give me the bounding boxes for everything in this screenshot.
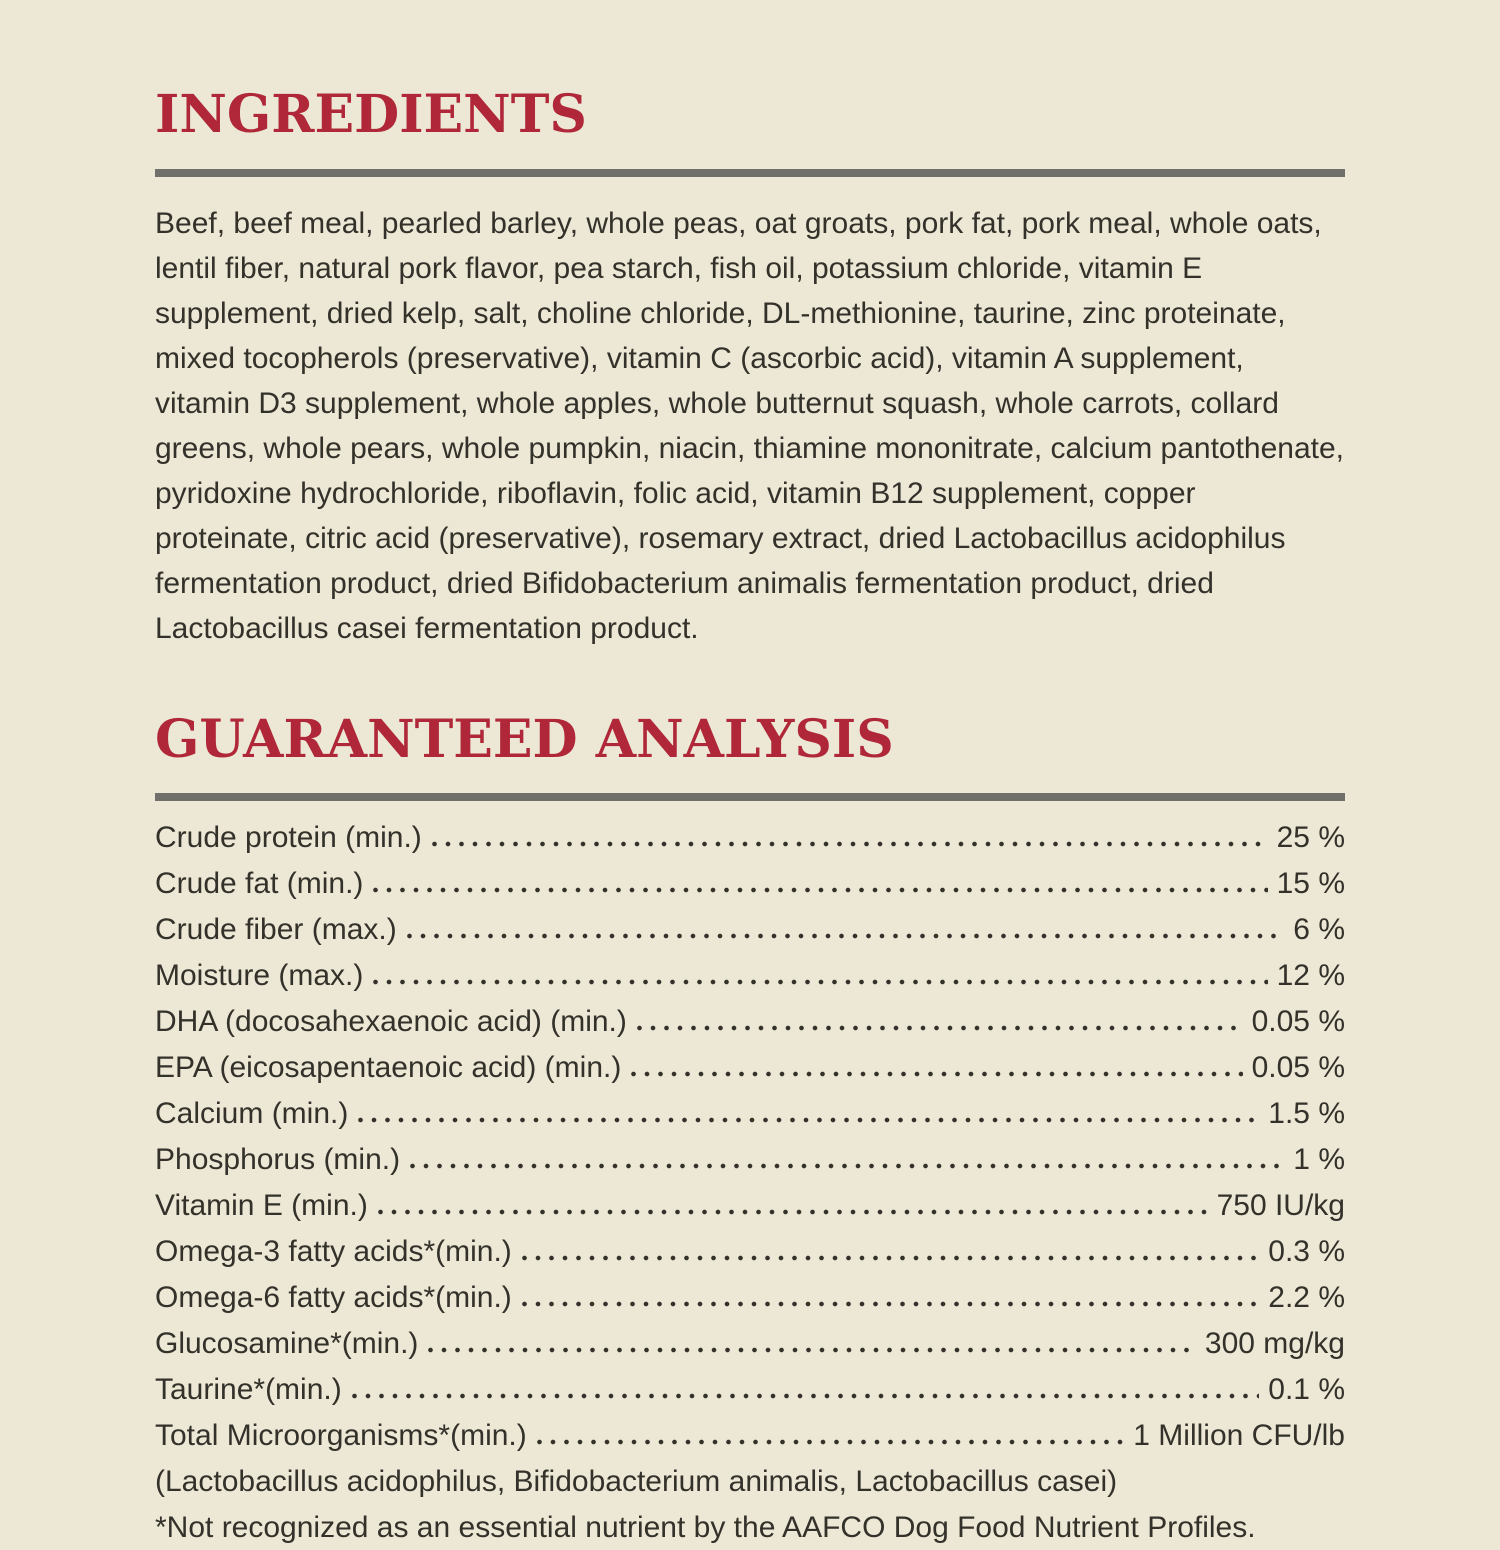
nutrient-value: 12 % bbox=[1276, 959, 1345, 993]
nutrient-value: 0.1 % bbox=[1268, 1373, 1345, 1407]
analysis-row bbox=[155, 1321, 1345, 1367]
guaranteed-analysis-section bbox=[155, 708, 1345, 1550]
nutrient-label: Vitamin E (min.) bbox=[155, 1189, 368, 1223]
analysis-row bbox=[155, 1229, 1345, 1275]
nutrient-value: 750 IU/kg bbox=[1216, 1189, 1345, 1223]
dot-leader bbox=[637, 1025, 1243, 1031]
dot-leader bbox=[522, 1255, 1260, 1261]
ingredients-heading: INGREDIENTS bbox=[155, 84, 587, 145]
nutrient-label: Total Microorganisms*(min.) bbox=[155, 1419, 527, 1453]
nutrient-value: 0.05 % bbox=[1251, 1005, 1345, 1039]
dot-leader bbox=[432, 841, 1268, 847]
nutrient-label: Crude fiber (max.) bbox=[155, 913, 397, 947]
analysis-row bbox=[155, 907, 1345, 953]
analysis-row bbox=[155, 1183, 1345, 1229]
dot-leader bbox=[522, 1301, 1260, 1307]
nutrient-label: DHA (docosahexaenoic acid) (min.) bbox=[155, 1005, 627, 1039]
nutrient-value: 1 % bbox=[1293, 1143, 1345, 1177]
analysis-row bbox=[155, 1413, 1345, 1459]
analysis-row bbox=[155, 815, 1345, 861]
analysis-divider bbox=[155, 793, 1345, 801]
ingredients-divider bbox=[155, 169, 1345, 177]
nutrient-value: 0.05 % bbox=[1251, 1051, 1345, 1085]
analysis-row bbox=[155, 999, 1345, 1045]
dot-leader bbox=[407, 933, 1285, 939]
nutrient-label: EPA (eicosapentaenoic acid) (min.) bbox=[155, 1051, 622, 1085]
analysis-row bbox=[155, 953, 1345, 999]
analysis-table bbox=[155, 815, 1345, 1459]
nutrient-label: Taurine*(min.) bbox=[155, 1373, 342, 1407]
nutrient-label: Crude protein (min.) bbox=[155, 821, 422, 855]
dot-leader bbox=[378, 1209, 1208, 1215]
nutrient-label: Omega-3 fatty acids*(min.) bbox=[155, 1235, 512, 1269]
analysis-row bbox=[155, 1045, 1345, 1091]
microorganisms-species-note: (Lactobacillus acidophilus, Bifidobacterium animalis, Lactobacillus casei) bbox=[155, 1465, 1118, 1499]
dot-leader bbox=[428, 1347, 1195, 1353]
nutrient-value: 15 % bbox=[1276, 867, 1345, 901]
dot-leader bbox=[537, 1439, 1125, 1445]
nutrient-value: 0.3 % bbox=[1268, 1235, 1345, 1269]
analysis-row bbox=[155, 861, 1345, 907]
nutrient-value: 1 Million CFU/lb bbox=[1133, 1419, 1345, 1453]
dot-leader bbox=[358, 1117, 1259, 1123]
nutrient-label: Glucosamine*(min.) bbox=[155, 1327, 419, 1361]
nutrient-label: Calcium (min.) bbox=[155, 1097, 349, 1131]
nutrient-label: Moisture (max.) bbox=[155, 959, 364, 993]
nutrient-value: 1.5 % bbox=[1268, 1097, 1345, 1131]
ingredients-section bbox=[155, 84, 1345, 651]
dot-leader bbox=[410, 1163, 1284, 1169]
analysis-row bbox=[155, 1137, 1345, 1183]
dot-leader bbox=[373, 887, 1267, 893]
analysis-row bbox=[155, 1091, 1345, 1137]
aafco-footnote: *Not recognized as an essential nutrient by the AAFCO Dog Food Nutrient Profiles. bbox=[155, 1511, 1256, 1545]
dot-leader bbox=[631, 1071, 1242, 1077]
nutrient-value: 300 mg/kg bbox=[1204, 1327, 1345, 1361]
nutrient-value: 2.2 % bbox=[1268, 1281, 1345, 1315]
nutrient-value: 6 % bbox=[1293, 913, 1345, 947]
guaranteed-analysis-heading: GUARANTEED ANALYSIS bbox=[155, 708, 894, 770]
dot-leader bbox=[373, 979, 1267, 985]
analysis-row bbox=[155, 1275, 1345, 1321]
analysis-row bbox=[155, 1367, 1345, 1413]
nutrient-label: Crude fat (min.) bbox=[155, 867, 364, 901]
ingredients-text: Beef, beef meal, pearled barley, whole peas, oat groats, pork fat, pork meal, whole oats, lentil fiber, natural pork flavor, pea starch, fish oil, potassium chloride, vitamin E supplement, dried kelp, salt, choline chloride, DL-methionine, taurine, zinc proteinate, mixed tocopherols (preservative), vitamin C (ascorbic acid), vitamin A supplement, vitamin D3 supplement, whole apples, whole butternut squash, whole carrots, collard greens, whole pears, whole pumpkin, niacin, thiamine mononitrate, calcium pantothenate, pyridoxine hydrochloride, riboflavin, folic acid, vitamin B12 supplement, copper proteinate, citric acid (preservative), rosemary extract, dried Lactobacillus acidophilus fermentation product, dried Bifidobacterium animalis fermentation product, dried Lactobacillus casei fermentation product. bbox=[155, 206, 1345, 645]
dot-leader bbox=[352, 1393, 1260, 1399]
nutrient-label: Phosphorus (min.) bbox=[155, 1143, 401, 1177]
nutrient-label: Omega-6 fatty acids*(min.) bbox=[155, 1281, 512, 1315]
nutrient-value: 25 % bbox=[1276, 821, 1345, 855]
